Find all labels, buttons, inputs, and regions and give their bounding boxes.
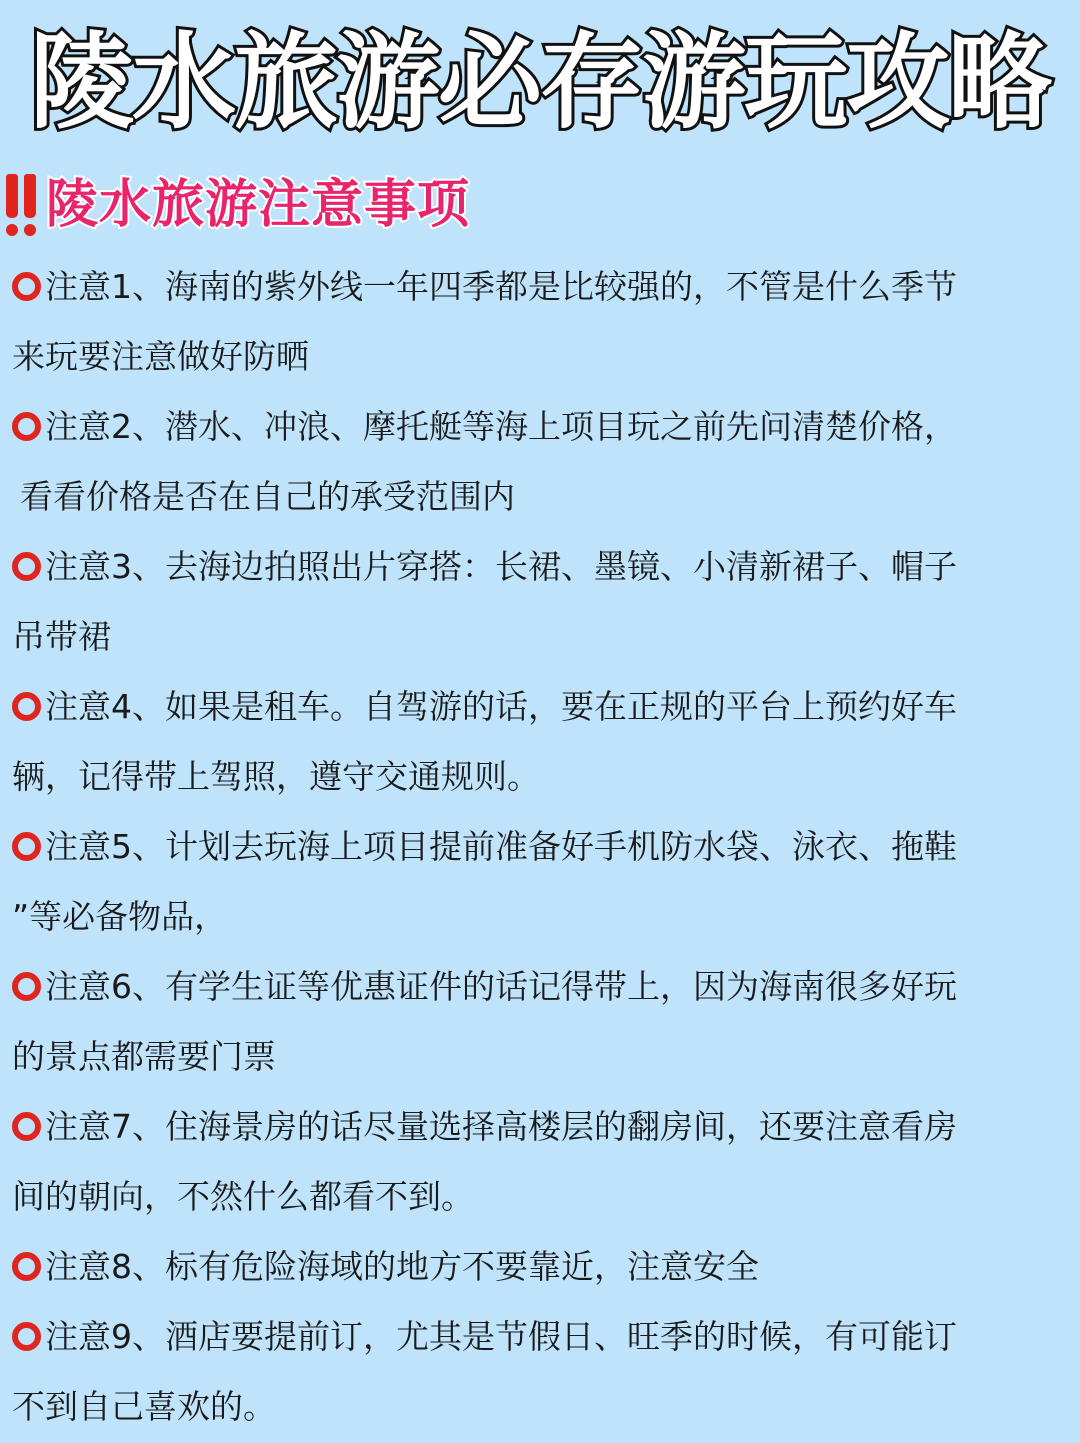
note-1-text: 注意1、海南的紫外线一年四季都是比较强的，不管是什么季节: [45, 267, 957, 306]
note-9-text: 注意9、酒店要提前订，尤其是节假日、旺季的时候，有可能订: [45, 1317, 957, 1356]
red-ring-icon: [12, 552, 41, 581]
section-heading: [6, 168, 470, 242]
note-2-line-2: 看看价格是否在自己的承受范围内: [20, 477, 515, 516]
double-exclamation-icon: [6, 174, 36, 236]
note-7-line-2: 间的朝向，不然什么都看不到。: [12, 1177, 474, 1216]
note-5-line-2: ”等必备物品，: [12, 897, 228, 936]
note-4-line-1: [0, 672, 1080, 742]
note-5-text: 注意5、计划去玩海上项目提前准备好手机防水袋、泳衣、拖鞋: [45, 827, 957, 866]
note-8-text: 注意8、标有危险海域的地方不要靠近，注意安全: [45, 1247, 759, 1286]
note-4-line-2: 辆，记得带上驾照，遵守交通规则。: [12, 757, 540, 796]
note-1-line-1: [0, 252, 1080, 322]
note-3-line-2: 吊带裙: [12, 617, 111, 656]
red-ring-icon: [12, 832, 41, 861]
red-ring-icon: [12, 972, 41, 1001]
note-6-text: 注意6、有学生证等优惠证件的话记得带上，因为海南很多好玩: [45, 967, 957, 1006]
note-3-line-1: [0, 532, 1080, 602]
note-8-line-1: [0, 1232, 1080, 1302]
note-6-line-1: [0, 952, 1080, 1022]
red-ring-icon: [12, 692, 41, 721]
note-6-line-2: 的景点都需要门票: [12, 1037, 276, 1076]
note-7-text: 注意7、住海景房的话尽量选择高楼层的翻房间，还要注意看房: [45, 1107, 957, 1146]
note-9-line-1: [0, 1302, 1080, 1372]
note-1-line-2: 来玩要注意做好防晒: [12, 337, 309, 376]
section-heading-text: 陵水旅游注意事项: [46, 175, 471, 235]
red-ring-icon: [12, 1252, 41, 1281]
red-ring-icon: [12, 272, 41, 301]
red-ring-icon: [12, 1112, 41, 1141]
red-ring-icon: [12, 412, 41, 441]
page-title: 陵水旅游必存游玩攻略: [29, 21, 1050, 143]
note-4-text: 注意4、如果是租车。自驾游的话，要在正规的平台上预约好车: [45, 687, 957, 726]
note-3-text: 注意3、去海边拍照出片穿搭：长裙、墨镜、小清新裙子、帽子: [45, 547, 957, 586]
note-2-text: 注意2、潜水、冲浪、摩托艇等海上项目玩之前先问清楚价格，: [45, 407, 957, 446]
note-7-line-1: [0, 1092, 1080, 1162]
red-ring-icon: [12, 1322, 41, 1351]
notes-list: [0, 252, 1080, 1442]
note-9-line-2: 不到自己喜欢的。: [12, 1387, 276, 1426]
note-2-line-1: [0, 392, 1080, 462]
note-5-line-1: [0, 812, 1080, 882]
